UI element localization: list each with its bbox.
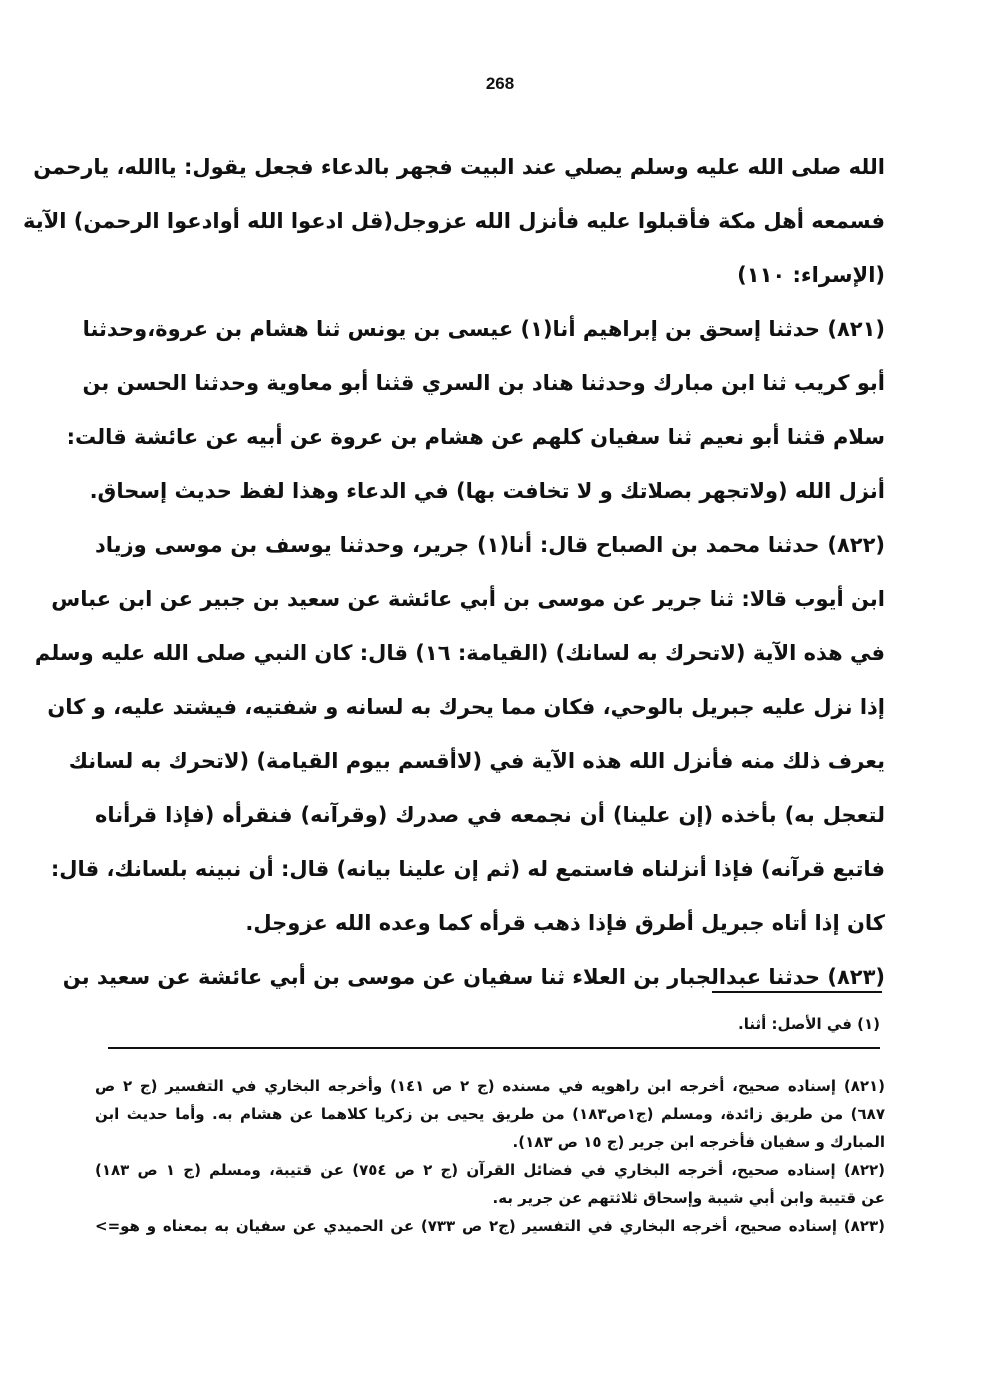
text-line: (٨٢٢) حدثنا محمد بن الصباح قال: أنا(١) جرير، وحدثنا يوسف بن موسى وزياد	[95, 533, 886, 557]
footnote-line: ٦٨٧) من طريق زائدة، ومسلم (ج١ص١٨٣) من طريق يحيى بن زكريا كلاهما عن هشام به. وأما حديث ابن	[95, 1105, 885, 1123]
text-line: الله صلى الله عليه وسلم يصلي عند البيت فجهر بالدعاء فجعل يقول: ياالله، يارحمن	[33, 155, 885, 179]
footnote-marker-note: (١) في الأصل: أثنا.	[738, 1015, 880, 1033]
text-line: في هذه الآية (لاتحرك به لسانك) (القيامة: ١٦) قال: كان النبي صلى الله عليه وسلم	[34, 641, 885, 665]
text-line: (٨٢١) حدثنا إسحق بن إبراهيم أنا(١) عيسى بن يونس ثنا هشام بن عروة،وحدثنا	[82, 317, 885, 341]
footnote-line: المبارك و سفيان فأخرجه ابن جرير (ج ١٥ ص ١٨٣).	[512, 1133, 885, 1151]
text-line: كان إذا أتاه جبريل أطرق فإذا ذهب قرأه كما وعده الله عزوجل.	[245, 911, 885, 935]
footnotes-block	[95, 1072, 885, 1240]
text-line: فاتبع قرآنه) فإذا أنزلناه فاستمع له (ثم إن علينا بيانه) قال: أن نبينه بلسانك، قال:	[50, 857, 885, 881]
text-line: (الإسراء: ١١٠)	[737, 263, 885, 287]
footnote-divider-short	[712, 991, 882, 993]
text-line: سلام قثنا أبو نعيم ثنا سفيان كلهم عن هشام بن عروة عن أبيه عن عائشة قالت:	[66, 425, 885, 449]
footnote-line: عن قتيبة وابن أبي شيبة وإسحاق ثلاثتهم عن جرير به.	[492, 1189, 885, 1207]
text-line: لتعجل به) بأخذه (إن علينا) أن نجمعه في صدرك (وقرآنه) فنقرأه (فإذا قرأناه	[95, 803, 885, 827]
text-line: إذا نزل عليه جبريل بالوحي، فكان مما يحرك به لسانه و شفتيه، فيشتد عليه، و كان	[47, 695, 885, 719]
text-line: (٨٢٣) حدثنا عبدالجبار بن العلاء ثنا سفيان عن موسى بن أبي عائشة عن سعيد بن	[62, 965, 885, 989]
text-line: فسمعه أهل مكة فأقبلوا عليه فأنزل الله عزوجل(قل ادعوا الله أوادعوا الرحمن) الآية	[22, 209, 885, 233]
footnote-line: (٨٢٢) إسناده صحيح، أخرجه البخاري في فضائل القرآن (ج ٢ ص ٧٥٤) عن قتيبة، ومسلم (ج ١ ص ١٨٣)	[95, 1161, 886, 1179]
footnote-divider-long	[108, 1047, 880, 1049]
text-line: ابن أيوب قالا: ثنا جرير عن موسى بن أبي عائشة عن سعيد بن جبير عن ابن عباس	[51, 587, 885, 611]
text-line: أبو كريب ثنا ابن مبارك وحدثنا هناد بن السري قثنا أبو معاوية وحدثنا الحسن بن	[82, 371, 885, 395]
text-line: يعرف ذلك منه فأنزل الله هذه الآية في (لاأقسم بيوم القيامة) (لاتحرك به لسانك	[68, 749, 885, 773]
footnote-line: (٨٢١) إسناده صحيح، أخرجه ابن راهويه في مسنده (ج ٢ ص ١٤١) وأخرجه البخاري في التفسير (ج ٢ ص	[95, 1077, 886, 1095]
footnote-line: (٨٢٣) إسناده صحيح، أخرجه البخاري في التفسير (ج٢ ص ٧٣٣) عن الحميدي عن سفيان به بمعناه و هو=>	[95, 1217, 885, 1235]
main-text-body	[22, 140, 886, 1004]
page-number: 268	[485, 74, 515, 93]
text-line: أنزل الله (ولاتجهر بصلاتك و لا تخافت بها) في الدعاء وهذا لفظ حديث إسحاق.	[89, 479, 885, 503]
